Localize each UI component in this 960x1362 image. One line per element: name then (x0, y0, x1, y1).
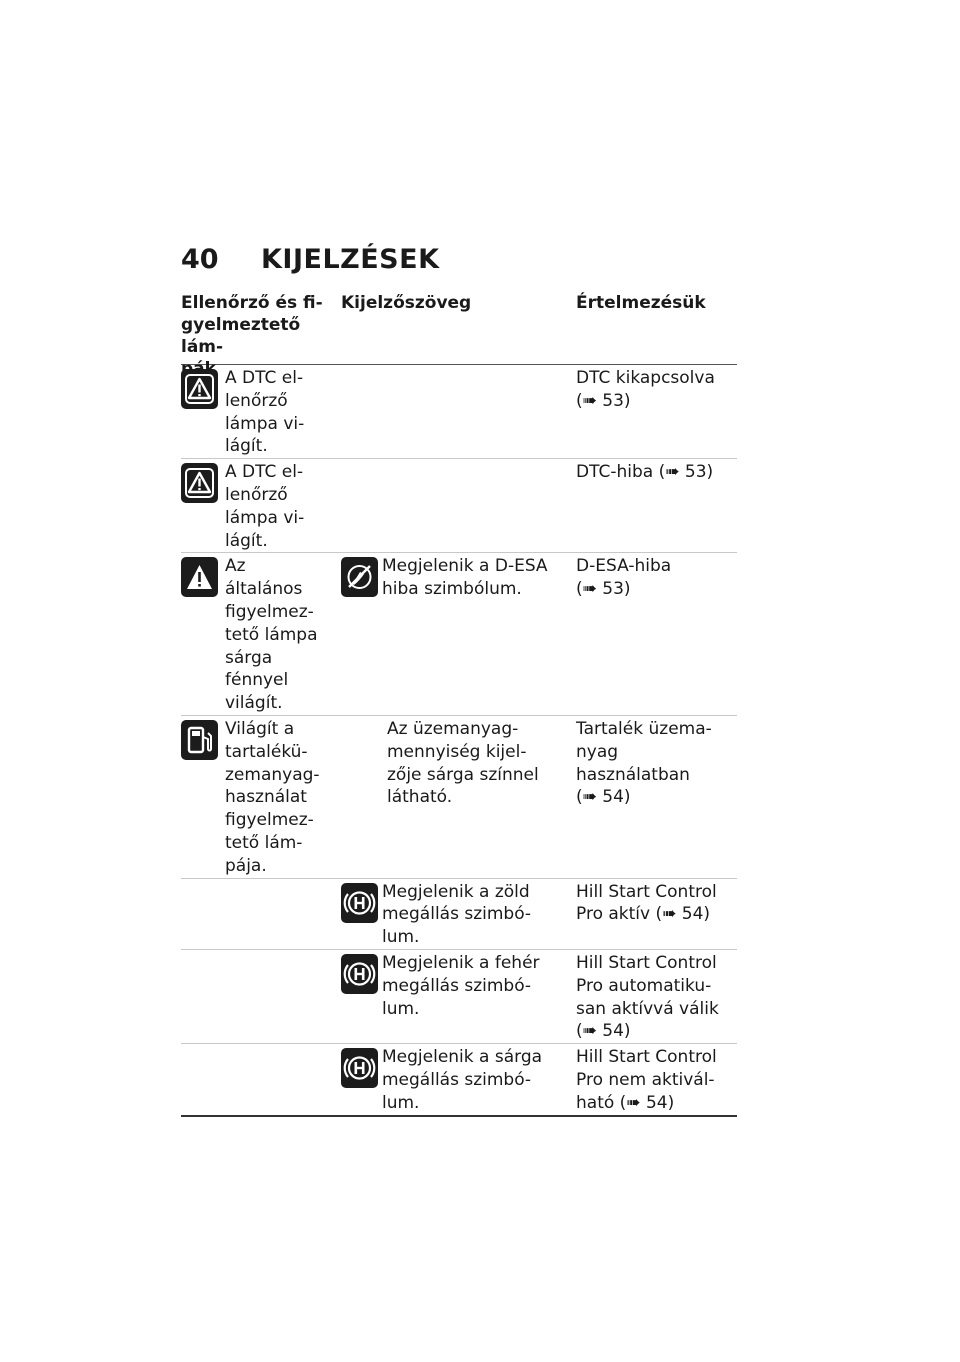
text-line: tető lámpa (225, 624, 318, 645)
column-header-display-text (341, 292, 576, 364)
column-header-line: Ellenőrző és fi- (181, 293, 323, 313)
lamp-cell (181, 1044, 341, 1115)
table-row (181, 364, 737, 458)
meaning-text (576, 461, 737, 552)
meaning-text (576, 952, 737, 1043)
display-text (383, 718, 572, 878)
text-line: Tartalék üzema- (576, 718, 712, 739)
meaning-cell (576, 716, 737, 878)
text-line: zője sárga színnel (387, 764, 539, 785)
general-warning-triangle-icon (181, 557, 218, 597)
text-line: lum. (382, 998, 420, 1019)
text-line: sárga (225, 647, 273, 668)
display-text (383, 461, 572, 552)
text-line: használat (225, 787, 307, 808)
dtc-warning-icon (181, 369, 218, 409)
text-line: Az üzemanyag- (387, 718, 519, 739)
meaning-cell (576, 553, 737, 715)
text-line: megállás szimbó- (382, 975, 532, 996)
text-line: lágít. (225, 436, 268, 457)
text-line: Pro automatiku- (576, 975, 712, 996)
meaning-cell (576, 879, 737, 949)
text-line: Hill Start Control (576, 1047, 717, 1068)
text-line: Hill Start Control (576, 881, 717, 902)
meaning-text (576, 718, 737, 878)
text-line: lenőrző (225, 484, 288, 505)
text-line: tartalékü- (225, 741, 308, 762)
text-line: (➠ 53) (576, 390, 631, 411)
text-line: Világít a (225, 718, 295, 739)
display-text (383, 367, 572, 458)
column-header-lamps (181, 292, 341, 364)
text-line: tető lám- (225, 832, 303, 853)
text-line: hiba szimbólum. (382, 579, 522, 600)
hill-start-hold-icon (341, 954, 378, 994)
text-line: Az (225, 556, 246, 577)
table-row (181, 458, 737, 552)
lamp-text (218, 555, 334, 715)
text-line: Hill Start Control (576, 952, 717, 973)
column-header-line: Kijelzőszöveg (341, 293, 472, 313)
text-line: Megjelenik a zöld (382, 881, 530, 902)
empty-icon-slot (341, 367, 383, 458)
text-line: lágít. (225, 530, 268, 551)
display-text (378, 555, 567, 715)
meaning-cell (576, 365, 737, 458)
table-row (181, 1043, 737, 1117)
display-text-cell (341, 459, 576, 552)
text-line: lámpa vi- (225, 413, 305, 434)
display-text-cell (341, 950, 576, 1043)
text-line: Pro nem aktivál- (576, 1069, 715, 1090)
text-line: Megjelenik a fehér (382, 952, 540, 973)
display-text (378, 1046, 567, 1115)
text-line: lámpa vi- (225, 507, 305, 528)
table-row (181, 715, 737, 878)
empty-icon-slot (341, 718, 383, 878)
text-line: látható. (387, 787, 453, 808)
text-line: ható (➠ 54) (576, 1092, 675, 1113)
text-line: figyelmez- (225, 601, 314, 622)
fuel-reserve-icon (181, 720, 218, 760)
meaning-cell (576, 950, 737, 1043)
display-text-cell (341, 716, 576, 878)
meaning-cell (576, 459, 737, 552)
table-body (181, 364, 737, 1117)
text-line: Megjelenik a sárga (382, 1047, 543, 1068)
text-line: általános (225, 579, 303, 600)
text-line: (➠ 53) (576, 579, 631, 600)
meaning-text (576, 1046, 737, 1115)
text-line: Megjelenik a D-ESA (382, 556, 548, 577)
display-text-cell (341, 553, 576, 715)
page-number: 40 (181, 244, 219, 275)
display-text-cell (341, 365, 576, 458)
empty-icon-slot (181, 881, 225, 949)
text-line: Pro aktív (➠ 54) (576, 904, 711, 925)
column-header-line: gyelmeztető lám- (181, 315, 301, 357)
lamp-text (225, 881, 341, 949)
text-line: A DTC el- (225, 462, 304, 483)
text-line: megállás szimbó- (382, 904, 532, 925)
meaning-cell (576, 1044, 737, 1115)
text-line: fénnyel (225, 670, 289, 691)
text-line: zemanyag- (225, 764, 320, 785)
hill-start-hold-icon (341, 883, 378, 923)
text-line: (➠ 54) (576, 1021, 631, 1042)
lamp-text (225, 1046, 341, 1115)
dtc-warning-icon (181, 463, 218, 503)
column-header-meaning (576, 292, 737, 364)
table-row (181, 949, 737, 1043)
table-row (181, 552, 737, 715)
text-line: D-ESA-hiba (576, 556, 672, 577)
lamp-text (218, 367, 334, 458)
text-line: DTC kikapcsolva (576, 368, 715, 388)
text-line: nyag használatban (576, 741, 690, 785)
lamp-cell (181, 365, 341, 458)
text-line: san aktívvá válik (576, 998, 719, 1019)
meaning-text (576, 881, 737, 949)
display-text (378, 952, 567, 1043)
empty-icon-slot (181, 1046, 225, 1115)
text-line: figyelmez- (225, 810, 314, 831)
meaning-text (576, 555, 737, 715)
empty-icon-slot (181, 952, 225, 1043)
meaning-text (576, 367, 737, 458)
text-line: mennyiség kijel- (387, 741, 527, 762)
table-row (181, 878, 737, 949)
empty-icon-slot (341, 461, 383, 552)
text-line: világít. (225, 693, 283, 714)
lamp-cell (181, 459, 341, 552)
display-text-cell (341, 1044, 576, 1115)
page-header (181, 244, 440, 275)
lamp-cell (181, 553, 341, 715)
d-esa-fault-icon (341, 557, 378, 597)
text-line: A DTC el- (225, 368, 304, 388)
indicator-table (181, 292, 737, 1117)
text-line: DTC-hiba (➠ 53) (576, 462, 714, 483)
table-header (181, 292, 737, 364)
text-line: megállás szimbó- (382, 1069, 532, 1090)
lamp-text (218, 461, 334, 552)
lamp-text (225, 952, 341, 1043)
lamp-cell (181, 716, 341, 878)
hill-start-hold-icon (341, 1048, 378, 1088)
lamp-text (218, 718, 334, 878)
lamp-cell (181, 879, 341, 949)
section-title: KIJELZÉSEK (261, 244, 440, 275)
text-line: lum. (382, 927, 420, 948)
display-text-cell (341, 879, 576, 949)
display-text (378, 881, 567, 949)
text-line: lum. (382, 1092, 420, 1113)
text-line: (➠ 54) (576, 787, 631, 808)
column-header-line: Értelmezésük (576, 293, 706, 313)
text-line: pája. (225, 855, 267, 876)
text-line: lenőrző (225, 390, 288, 411)
lamp-cell (181, 950, 341, 1043)
